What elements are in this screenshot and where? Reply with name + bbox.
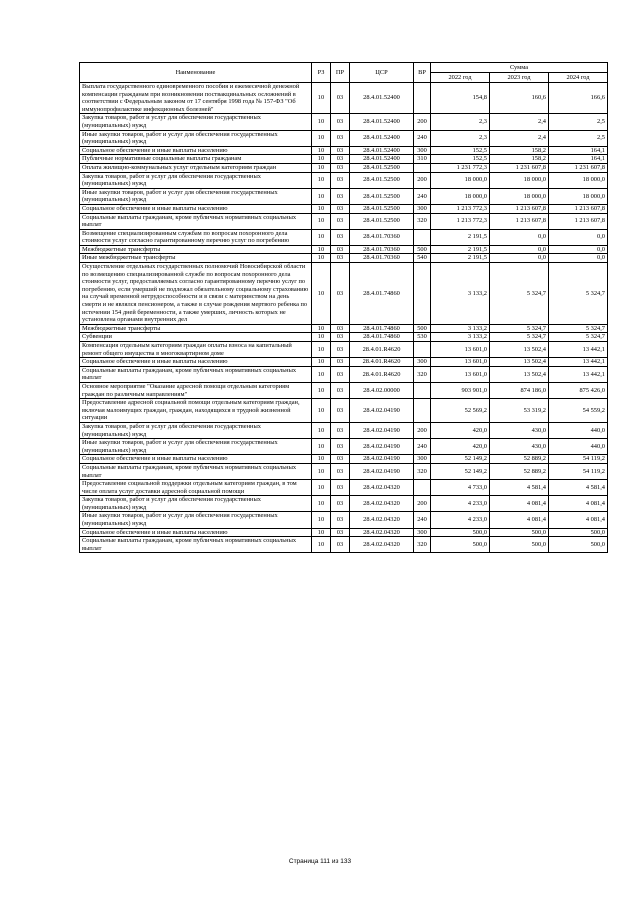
table-row — [80, 130, 608, 146]
cell-name: Социальные выплаты гражданам, кроме публичных нормативных социальных выплат — [80, 213, 312, 229]
cell-name: Социальные выплаты гражданам, кроме публичных нормативных социальных выплат — [80, 463, 312, 479]
cell-name: Компенсация отдельным категориям граждан оплаты взноса на капитальный ремонт общего имущества в многоквартирном доме — [80, 342, 312, 358]
cell-name: Осуществление отдельных государственных полномочий Новосибирской области по возмещению специализированной службе по вопросам похоронного дела стоимости услуг, предоставляемых согласно гарантированному перечню услуг по погребению, если умерший не подлежал обязательному социальному страхованию на случай временной нетрудоспособности и в связи с материнством на день смерти и не являлся пенсионером, а также в случае рождения мертвого ребенка по истечении 154 дней беременности, а также умерших, личность которых не установлена органами внутренних дел — [80, 263, 312, 325]
cell-vr — [414, 229, 431, 245]
cell-rz: 10 — [312, 324, 331, 333]
cell-sum-2023: 13 502,4 — [490, 358, 549, 367]
cell-pr: 03 — [331, 245, 350, 254]
table-row — [80, 83, 608, 114]
cell-sum-2023: 0,0 — [490, 245, 549, 254]
budget-table — [79, 62, 608, 553]
table-row — [80, 155, 608, 164]
cell-vr: 300 — [414, 358, 431, 367]
cell-sum-2024: 5 324,7 — [549, 333, 608, 342]
cell-vr: 530 — [414, 333, 431, 342]
cell-pr: 03 — [331, 382, 350, 398]
cell-sum-2024: 54 119,2 — [549, 463, 608, 479]
col-header-year-2023: 2023 год — [490, 73, 549, 83]
cell-vr — [414, 480, 431, 496]
cell-sum-2023: 5 324,7 — [490, 324, 549, 333]
table-row — [80, 163, 608, 172]
cell-pr: 03 — [331, 263, 350, 325]
cell-sum-2022: 3 133,2 — [431, 263, 490, 325]
cell-rz: 10 — [312, 188, 331, 204]
table-row — [80, 422, 608, 438]
table-row — [80, 439, 608, 455]
table-row — [80, 455, 608, 464]
cell-name: Предоставление социальной поддержки отдельным категориям граждан, в том числе оплата услуг доставки адресной социальной помощи — [80, 480, 312, 496]
cell-csr: 28.4.01.52400 — [350, 114, 414, 130]
col-header-csr: ЦСР — [350, 63, 414, 83]
cell-csr: 28.4.01.R4620 — [350, 342, 414, 358]
cell-sum-2022: 420,0 — [431, 439, 490, 455]
cell-name: Социальное обеспечение и иные выплаты населению — [80, 528, 312, 537]
cell-sum-2022: 4 733,0 — [431, 480, 490, 496]
cell-rz: 10 — [312, 455, 331, 464]
cell-sum-2022: 3 133,2 — [431, 333, 490, 342]
cell-sum-2023: 1 213 607,8 — [490, 204, 549, 213]
cell-sum-2023: 13 502,4 — [490, 366, 549, 382]
cell-name: Социальное обеспечение и иные выплаты населению — [80, 358, 312, 367]
cell-sum-2024: 2,5 — [549, 130, 608, 146]
col-header-rz: РЗ — [312, 63, 331, 83]
cell-name: Иные закупки товаров, работ и услуг для обеспечения государственных (муниципальных) нужд — [80, 188, 312, 204]
cell-vr: 310 — [414, 155, 431, 164]
table-body — [80, 83, 608, 553]
cell-sum-2024: 54 119,2 — [549, 455, 608, 464]
cell-csr: 28.4.02.00000 — [350, 382, 414, 398]
cell-name: Социальные выплаты гражданам, кроме публичных нормативных социальных выплат — [80, 366, 312, 382]
cell-csr: 28.4.02.04320 — [350, 480, 414, 496]
table-row — [80, 146, 608, 155]
cell-sum-2022: 2 191,5 — [431, 245, 490, 254]
cell-vr: 200 — [414, 496, 431, 512]
col-header-name: Наименование — [80, 63, 312, 83]
cell-sum-2024: 54 559,2 — [549, 399, 608, 423]
cell-pr: 03 — [331, 422, 350, 438]
cell-pr: 03 — [331, 146, 350, 155]
cell-sum-2023: 53 319,2 — [490, 399, 549, 423]
cell-pr: 03 — [331, 480, 350, 496]
cell-sum-2022: 18 000,0 — [431, 172, 490, 188]
cell-vr: 200 — [414, 114, 431, 130]
table-row — [80, 463, 608, 479]
cell-sum-2023: 430,0 — [490, 422, 549, 438]
cell-pr: 03 — [331, 213, 350, 229]
cell-sum-2023: 500,0 — [490, 528, 549, 537]
cell-sum-2023: 18 000,0 — [490, 188, 549, 204]
cell-vr — [414, 163, 431, 172]
cell-name: Оплата жилищно-коммунальных услуг отдельным категориям граждан — [80, 163, 312, 172]
cell-sum-2023: 0,0 — [490, 254, 549, 263]
cell-name: Возмещение специализированным службам по вопросам похоронного дела стоимости услуг согласно гарантированному перечню услуг по погребению — [80, 229, 312, 245]
cell-csr: 28.4.01.52500 — [350, 188, 414, 204]
cell-rz: 10 — [312, 83, 331, 114]
cell-sum-2022: 152,5 — [431, 146, 490, 155]
col-header-year-2024: 2024 год — [549, 73, 608, 83]
cell-rz: 10 — [312, 358, 331, 367]
cell-pr: 03 — [331, 512, 350, 528]
cell-rz: 10 — [312, 130, 331, 146]
cell-name: Социальное обеспечение и иные выплаты населению — [80, 455, 312, 464]
cell-sum-2022: 13 601,0 — [431, 358, 490, 367]
cell-rz: 10 — [312, 229, 331, 245]
cell-sum-2023: 4 081,4 — [490, 496, 549, 512]
cell-rz: 10 — [312, 422, 331, 438]
cell-sum-2024: 440,0 — [549, 439, 608, 455]
cell-sum-2023: 0,0 — [490, 229, 549, 245]
cell-sum-2022: 52 149,2 — [431, 463, 490, 479]
cell-rz: 10 — [312, 496, 331, 512]
table-row — [80, 382, 608, 398]
table-row — [80, 333, 608, 342]
cell-pr: 03 — [331, 333, 350, 342]
cell-csr: 28.4.02.04190 — [350, 439, 414, 455]
col-header-pr: ПР — [331, 63, 350, 83]
cell-sum-2022: 13 601,0 — [431, 366, 490, 382]
cell-rz: 10 — [312, 512, 331, 528]
cell-csr: 28.4.01.52400 — [350, 155, 414, 164]
cell-sum-2024: 166,6 — [549, 83, 608, 114]
col-header-vr: ВР — [414, 63, 431, 83]
cell-rz: 10 — [312, 172, 331, 188]
cell-pr: 03 — [331, 229, 350, 245]
table-row — [80, 245, 608, 254]
cell-rz: 10 — [312, 480, 331, 496]
cell-name: Межбюджетные трансферты — [80, 324, 312, 333]
cell-pr: 03 — [331, 163, 350, 172]
cell-sum-2023: 158,2 — [490, 155, 549, 164]
cell-sum-2024: 875 426,0 — [549, 382, 608, 398]
cell-sum-2024: 4 081,4 — [549, 512, 608, 528]
cell-vr: 240 — [414, 130, 431, 146]
table-row — [80, 528, 608, 537]
cell-name: Иные закупки товаров, работ и услуг для обеспечения государственных (муниципальных) нужд — [80, 439, 312, 455]
cell-csr: 28.4.02.04320 — [350, 512, 414, 528]
cell-vr — [414, 399, 431, 423]
cell-vr: 240 — [414, 512, 431, 528]
cell-csr: 28.4.01.74860 — [350, 333, 414, 342]
cell-sum-2023: 5 324,7 — [490, 263, 549, 325]
cell-name: Социальное обеспечение и иные выплаты населению — [80, 146, 312, 155]
cell-sum-2024: 2,5 — [549, 114, 608, 130]
table-row — [80, 496, 608, 512]
cell-sum-2022: 18 000,0 — [431, 188, 490, 204]
cell-vr — [414, 382, 431, 398]
cell-sum-2024: 4 581,4 — [549, 480, 608, 496]
cell-vr — [414, 263, 431, 325]
cell-rz: 10 — [312, 263, 331, 325]
cell-sum-2022: 2,3 — [431, 130, 490, 146]
cell-csr: 28.4.01.52400 — [350, 130, 414, 146]
cell-name: Субвенции — [80, 333, 312, 342]
cell-csr: 28.4.01.52500 — [350, 204, 414, 213]
table-row — [80, 229, 608, 245]
cell-vr: 300 — [414, 146, 431, 155]
table-row — [80, 537, 608, 553]
cell-sum-2022: 13 601,0 — [431, 342, 490, 358]
cell-pr: 03 — [331, 358, 350, 367]
cell-sum-2023: 2,4 — [490, 130, 549, 146]
table-row — [80, 254, 608, 263]
cell-pr: 03 — [331, 324, 350, 333]
cell-vr — [414, 83, 431, 114]
cell-sum-2022: 420,0 — [431, 422, 490, 438]
cell-sum-2024: 13 442,1 — [549, 342, 608, 358]
table-row — [80, 366, 608, 382]
cell-sum-2022: 3 133,2 — [431, 324, 490, 333]
cell-name: Межбюджетные трансферты — [80, 245, 312, 254]
cell-name: Закупка товаров, работ и услуг для обеспечения государственных (муниципальных) нужд — [80, 422, 312, 438]
cell-csr: 28.4.02.04190 — [350, 455, 414, 464]
col-header-sum: Сумма — [431, 63, 608, 73]
cell-sum-2023: 52 889,2 — [490, 463, 549, 479]
cell-sum-2024: 164,1 — [549, 146, 608, 155]
cell-sum-2023: 1 213 607,8 — [490, 213, 549, 229]
cell-vr — [414, 342, 431, 358]
cell-csr: 28.4.01.52500 — [350, 172, 414, 188]
cell-pr: 03 — [331, 83, 350, 114]
cell-name: Социальные выплаты гражданам, кроме публичных нормативных социальных выплат — [80, 537, 312, 553]
cell-sum-2024: 5 324,7 — [549, 263, 608, 325]
cell-sum-2022: 52 149,2 — [431, 455, 490, 464]
cell-csr: 28.4.01.52400 — [350, 83, 414, 114]
cell-name: Иные закупки товаров, работ и услуг для обеспечения государственных (муниципальных) нужд — [80, 130, 312, 146]
cell-sum-2023: 500,0 — [490, 537, 549, 553]
table-row — [80, 188, 608, 204]
cell-sum-2024: 18 000,0 — [549, 172, 608, 188]
cell-rz: 10 — [312, 146, 331, 155]
cell-vr: 240 — [414, 439, 431, 455]
cell-sum-2022: 1 231 772,3 — [431, 163, 490, 172]
cell-sum-2022: 2 191,5 — [431, 254, 490, 263]
cell-vr: 200 — [414, 422, 431, 438]
cell-sum-2023: 160,6 — [490, 83, 549, 114]
cell-vr: 300 — [414, 528, 431, 537]
table-row — [80, 399, 608, 423]
cell-rz: 10 — [312, 399, 331, 423]
cell-pr: 03 — [331, 399, 350, 423]
cell-sum-2024: 18 000,0 — [549, 188, 608, 204]
cell-sum-2023: 4 081,4 — [490, 512, 549, 528]
cell-vr: 300 — [414, 455, 431, 464]
cell-vr: 320 — [414, 366, 431, 382]
cell-csr: 28.4.01.74860 — [350, 263, 414, 325]
cell-csr: 28.4.01.52400 — [350, 146, 414, 155]
cell-sum-2023: 874 186,0 — [490, 382, 549, 398]
cell-sum-2022: 500,0 — [431, 528, 490, 537]
cell-sum-2022: 2,3 — [431, 114, 490, 130]
cell-sum-2024: 0,0 — [549, 254, 608, 263]
cell-pr: 03 — [331, 254, 350, 263]
cell-sum-2024: 1 213 607,8 — [549, 213, 608, 229]
cell-pr: 03 — [331, 463, 350, 479]
cell-rz: 10 — [312, 537, 331, 553]
cell-name: Публичные нормативные социальные выплаты гражданам — [80, 155, 312, 164]
cell-sum-2022: 1 213 772,3 — [431, 204, 490, 213]
table-row — [80, 114, 608, 130]
cell-sum-2023: 18 000,0 — [490, 172, 549, 188]
cell-rz: 10 — [312, 439, 331, 455]
cell-rz: 10 — [312, 155, 331, 164]
cell-rz: 10 — [312, 213, 331, 229]
cell-csr: 28.4.02.04320 — [350, 528, 414, 537]
cell-csr: 28.4.01.R4620 — [350, 366, 414, 382]
cell-name: Предоставление адресной социальной помощи отдельным категориям граждан, включая малоимущих граждан, граждан, находящихся в трудной жизненной ситуации — [80, 399, 312, 423]
cell-name: Иные межбюджетные трансферты — [80, 254, 312, 263]
cell-sum-2024: 500,0 — [549, 528, 608, 537]
cell-sum-2023: 5 324,7 — [490, 333, 549, 342]
cell-csr: 28.4.01.R4620 — [350, 358, 414, 367]
cell-rz: 10 — [312, 342, 331, 358]
table-row — [80, 358, 608, 367]
page-footer: Страница 111 из 133 — [288, 858, 352, 865]
cell-vr: 300 — [414, 204, 431, 213]
cell-rz: 10 — [312, 163, 331, 172]
col-header-year-2022: 2022 год — [431, 73, 490, 83]
cell-sum-2023: 2,4 — [490, 114, 549, 130]
cell-vr: 320 — [414, 213, 431, 229]
cell-sum-2022: 903 901,0 — [431, 382, 490, 398]
cell-csr: 28.4.01.74860 — [350, 324, 414, 333]
cell-vr: 500 — [414, 324, 431, 333]
table-row — [80, 263, 608, 325]
cell-csr: 28.4.02.04190 — [350, 399, 414, 423]
cell-sum-2024: 440,0 — [549, 422, 608, 438]
table-row — [80, 213, 608, 229]
cell-rz: 10 — [312, 382, 331, 398]
cell-name: Закупка товаров, работ и услуг для обеспечения государственных (муниципальных) нужд — [80, 496, 312, 512]
cell-csr: 28.4.01.52500 — [350, 163, 414, 172]
cell-sum-2024: 500,0 — [549, 537, 608, 553]
cell-vr: 540 — [414, 254, 431, 263]
cell-pr: 03 — [331, 188, 350, 204]
cell-vr: 200 — [414, 172, 431, 188]
cell-pr: 03 — [331, 496, 350, 512]
cell-csr: 28.4.02.04320 — [350, 537, 414, 553]
cell-rz: 10 — [312, 463, 331, 479]
cell-sum-2024: 4 081,4 — [549, 496, 608, 512]
cell-sum-2024: 5 324,7 — [549, 324, 608, 333]
cell-pr: 03 — [331, 455, 350, 464]
cell-csr: 28.4.01.70360 — [350, 245, 414, 254]
cell-sum-2022: 52 569,2 — [431, 399, 490, 423]
cell-pr: 03 — [331, 537, 350, 553]
cell-sum-2024: 1 231 607,8 — [549, 163, 608, 172]
cell-sum-2024: 164,1 — [549, 155, 608, 164]
cell-pr: 03 — [331, 342, 350, 358]
cell-vr: 320 — [414, 463, 431, 479]
cell-sum-2023: 52 889,2 — [490, 455, 549, 464]
table-row — [80, 172, 608, 188]
cell-csr: 28.4.01.70360 — [350, 229, 414, 245]
cell-sum-2023: 430,0 — [490, 439, 549, 455]
cell-pr: 03 — [331, 528, 350, 537]
cell-name: Выплата государственного единовременного пособия и ежемесячной денежной компенсации гражданам при возникновении поствакцинальных осложнений в соответствии с Федеральным законом от 17 сентября 1998 года № 157-ФЗ "Об иммунопрофилактике инфекционных болезней" — [80, 83, 312, 114]
cell-sum-2022: 1 213 772,3 — [431, 213, 490, 229]
cell-sum-2024: 1 213 607,8 — [549, 204, 608, 213]
cell-name: Основное мероприятие "Оказание адресной помощи отдельным категориям граждан по различным направлениям" — [80, 382, 312, 398]
cell-csr: 28.4.01.70360 — [350, 254, 414, 263]
cell-rz: 10 — [312, 245, 331, 254]
cell-pr: 03 — [331, 155, 350, 164]
cell-sum-2023: 4 581,4 — [490, 480, 549, 496]
cell-sum-2022: 152,5 — [431, 155, 490, 164]
cell-pr: 03 — [331, 366, 350, 382]
cell-pr: 03 — [331, 204, 350, 213]
cell-csr: 28.4.01.52500 — [350, 213, 414, 229]
cell-rz: 10 — [312, 114, 331, 130]
table-row — [80, 324, 608, 333]
cell-sum-2024: 0,0 — [549, 245, 608, 254]
cell-rz: 10 — [312, 204, 331, 213]
cell-name: Закупка товаров, работ и услуг для обеспечения государственных (муниципальных) нужд — [80, 172, 312, 188]
cell-sum-2024: 0,0 — [549, 229, 608, 245]
cell-sum-2023: 13 502,4 — [490, 342, 549, 358]
cell-sum-2022: 4 233,0 — [431, 496, 490, 512]
cell-name: Социальное обеспечение и иные выплаты населению — [80, 204, 312, 213]
cell-vr: 240 — [414, 188, 431, 204]
table-row — [80, 342, 608, 358]
table-row — [80, 512, 608, 528]
cell-sum-2023: 158,2 — [490, 146, 549, 155]
cell-vr: 500 — [414, 245, 431, 254]
cell-pr: 03 — [331, 130, 350, 146]
cell-csr: 28.4.02.04190 — [350, 463, 414, 479]
cell-sum-2022: 2 191,5 — [431, 229, 490, 245]
table-row — [80, 204, 608, 213]
cell-pr: 03 — [331, 114, 350, 130]
cell-sum-2022: 154,8 — [431, 83, 490, 114]
cell-csr: 28.4.02.04320 — [350, 496, 414, 512]
cell-sum-2022: 500,0 — [431, 537, 490, 553]
cell-rz: 10 — [312, 528, 331, 537]
cell-sum-2022: 4 233,0 — [431, 512, 490, 528]
cell-pr: 03 — [331, 439, 350, 455]
cell-sum-2024: 13 442,1 — [549, 366, 608, 382]
cell-rz: 10 — [312, 254, 331, 263]
cell-sum-2023: 1 231 607,8 — [490, 163, 549, 172]
cell-rz: 10 — [312, 333, 331, 342]
table-row — [80, 480, 608, 496]
cell-rz: 10 — [312, 366, 331, 382]
cell-name: Закупка товаров, работ и услуг для обеспечения государственных (муниципальных) нужд — [80, 114, 312, 130]
cell-pr: 03 — [331, 172, 350, 188]
cell-csr: 28.4.02.04190 — [350, 422, 414, 438]
cell-vr: 320 — [414, 537, 431, 553]
cell-name: Иные закупки товаров, работ и услуг для обеспечения государственных (муниципальных) нужд — [80, 512, 312, 528]
cell-sum-2024: 13 442,1 — [549, 358, 608, 367]
